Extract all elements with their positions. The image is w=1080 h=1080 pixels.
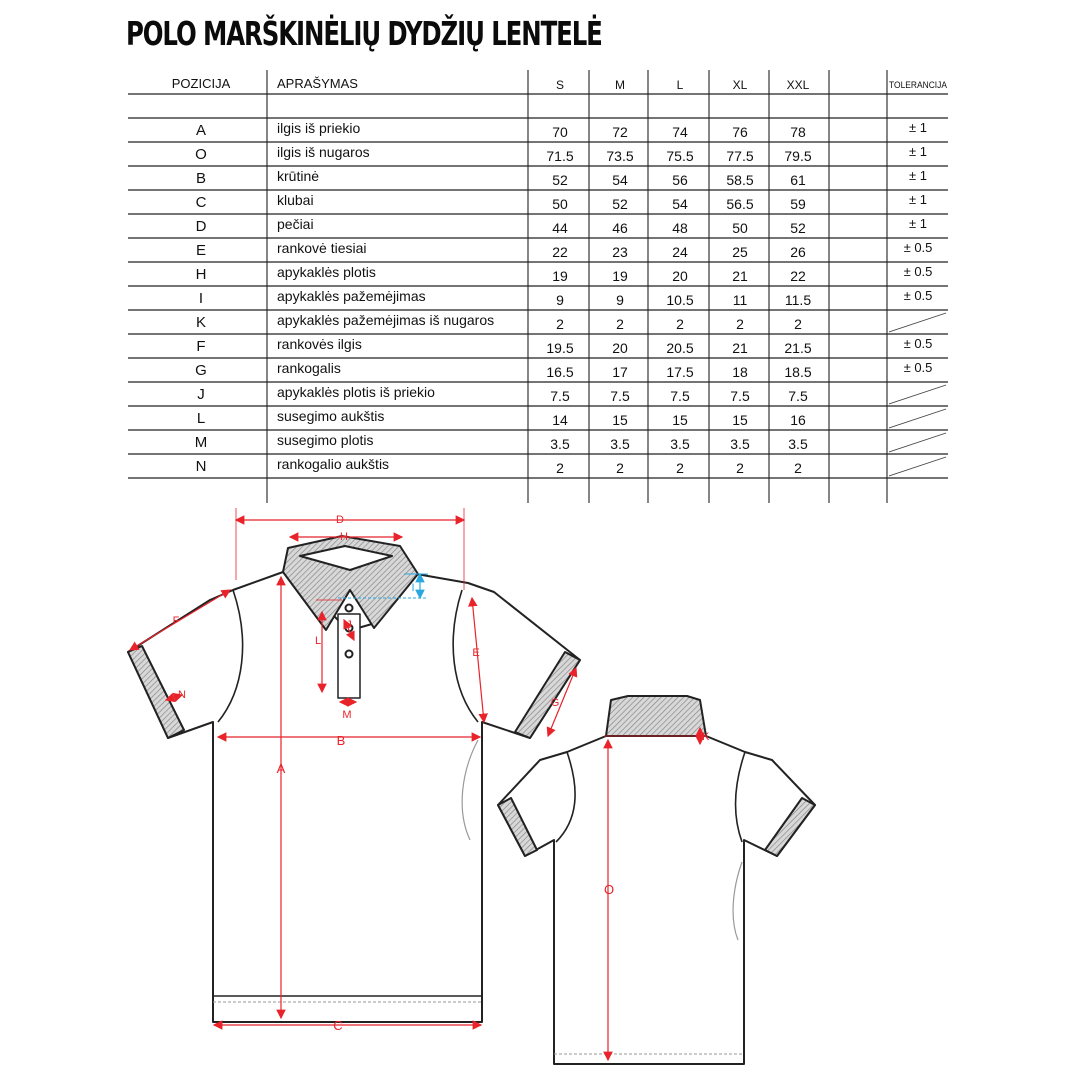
row-position: D — [195, 218, 207, 235]
row-description: krūtinė — [277, 168, 320, 184]
row-tolerance: ± 1 — [909, 192, 927, 207]
row-tolerance: ± 0.5 — [903, 288, 933, 303]
label-G: G — [550, 697, 560, 709]
row-value-s: 44 — [552, 220, 568, 236]
row-value-xxl: 18.5 — [784, 364, 812, 380]
row-description: rankovės ilgis — [277, 336, 362, 352]
row-value-s: 22 — [552, 244, 568, 260]
header-size-m: M — [615, 78, 625, 92]
row-description: pečiai — [277, 216, 314, 232]
row-value-xl: 3.5 — [730, 436, 750, 452]
row-value-xl: 50 — [732, 220, 748, 236]
row-value-xxl: 3.5 — [788, 436, 808, 452]
row-description: klubai — [277, 192, 314, 208]
row-value-m: 7.5 — [610, 388, 630, 404]
header-size-s: S — [555, 78, 565, 92]
row-value-m: 23 — [612, 244, 628, 260]
row-value-xl: 58.5 — [726, 172, 754, 188]
back-shirt — [498, 696, 815, 1064]
row-value-s: 19.5 — [546, 340, 574, 356]
row-value-xxl: 7.5 — [788, 388, 808, 404]
row-value-l: 24 — [672, 244, 688, 260]
row-value-xxl: 2 — [794, 460, 802, 476]
row-value-l: 54 — [672, 196, 688, 212]
row-value-xxl: 61 — [790, 172, 806, 188]
label-D: D — [336, 514, 344, 526]
row-value-xxl: 52 — [790, 220, 806, 236]
row-value-s: 9 — [556, 292, 564, 308]
row-value-m: 72 — [612, 124, 628, 140]
row-position: M — [194, 434, 208, 451]
row-value-xxl: 2 — [794, 316, 802, 332]
row-value-xl: 15 — [732, 412, 748, 428]
row-tolerance: ± 0.5 — [903, 360, 933, 375]
row-position: I — [198, 290, 204, 307]
row-value-s: 14 — [552, 412, 568, 428]
row-value-m: 54 — [612, 172, 628, 188]
row-value-xxl: 26 — [790, 244, 806, 260]
row-value-m: 17 — [612, 364, 628, 380]
row-description: apykaklės plotis iš priekio — [277, 384, 435, 400]
row-tolerance: ± 1 — [909, 168, 927, 183]
label-M: M — [342, 709, 352, 721]
row-value-m: 46 — [612, 220, 628, 236]
row-description: susegimo plotis — [277, 432, 374, 448]
header-size-xl: XL — [732, 78, 748, 92]
row-value-s: 50 — [552, 196, 568, 212]
row-value-s: 71.5 — [546, 148, 574, 164]
row-value-xl: 21 — [732, 340, 748, 356]
row-position: C — [195, 194, 207, 211]
row-value-s: 3.5 — [550, 436, 570, 452]
row-description: apykaklės pažemėjimas iš nugaros — [277, 312, 495, 328]
row-description: apykaklės pažemėjimas — [277, 288, 426, 304]
row-value-s: 2 — [556, 460, 564, 476]
row-value-l: 15 — [672, 412, 688, 428]
header-size-l: L — [676, 78, 684, 92]
row-position: G — [195, 362, 207, 379]
label-F: F — [172, 615, 180, 627]
row-position: H — [195, 266, 207, 283]
row-value-m: 2 — [616, 460, 624, 476]
label-C: C — [333, 1018, 343, 1033]
row-value-xxl: 59 — [790, 196, 806, 212]
label-B: B — [336, 733, 346, 748]
page-title: POLO MARŠKINĖLIŲ DYDŽIŲ LENTELĖ — [126, 14, 602, 53]
row-value-xl: 56.5 — [726, 196, 754, 212]
row-tolerance: ± 1 — [909, 120, 927, 135]
row-value-xxl: 16 — [790, 412, 806, 428]
row-value-xl: 18 — [732, 364, 748, 380]
row-value-m: 15 — [612, 412, 628, 428]
header-size-xxl: XXL — [786, 78, 810, 92]
row-value-l: 75.5 — [666, 148, 694, 164]
row-description: ilgis iš priekio — [277, 120, 361, 136]
row-value-xl: 76 — [732, 124, 748, 140]
row-value-s: 16.5 — [546, 364, 574, 380]
row-value-m: 73.5 — [606, 148, 634, 164]
row-value-xxl: 11.5 — [784, 292, 812, 308]
row-description: ilgis iš nugaros — [277, 144, 370, 160]
row-value-l: 2 — [676, 460, 684, 476]
row-value-xl: 11 — [732, 292, 748, 308]
row-value-s: 7.5 — [550, 388, 570, 404]
row-tolerance: ± 0.5 — [903, 240, 933, 255]
row-value-xxl: 78 — [790, 124, 806, 140]
front-button-3 — [346, 651, 353, 658]
row-value-xl: 2 — [736, 316, 744, 332]
row-value-xxl: 21.5 — [784, 340, 812, 356]
row-tolerance: ± 0.5 — [903, 264, 933, 279]
label-A: A — [276, 761, 286, 776]
back-body — [498, 736, 815, 1064]
row-value-l: 7.5 — [670, 388, 690, 404]
header-description: APRAŠYMAS — [277, 76, 358, 91]
row-value-xl: 25 — [732, 244, 748, 260]
row-value-m: 20 — [612, 340, 628, 356]
row-description: rankogalio aukštis — [277, 456, 390, 472]
header-position: POZICIJA — [171, 76, 231, 91]
front-shirt — [128, 536, 580, 1022]
label-E: E — [472, 647, 480, 659]
row-tolerance: ± 1 — [909, 144, 927, 159]
row-value-l: 48 — [672, 220, 688, 236]
front-button-1 — [346, 605, 353, 612]
row-value-m: 9 — [616, 292, 624, 308]
row-description: rankovė tiesiai — [277, 240, 367, 256]
row-value-l: 10.5 — [666, 292, 694, 308]
row-value-l: 2 — [676, 316, 684, 332]
row-value-s: 19 — [552, 268, 568, 284]
row-value-m: 52 — [612, 196, 628, 212]
row-position: O — [195, 146, 207, 163]
row-value-xl: 2 — [736, 460, 744, 476]
label-N: N — [178, 689, 186, 701]
label-H: H — [340, 531, 348, 543]
row-position: L — [196, 410, 206, 427]
header-tolerance: TOLERANCIJA — [889, 80, 947, 90]
row-value-xxl: 22 — [790, 268, 806, 284]
row-value-xl: 77.5 — [726, 148, 754, 164]
label-L: L — [314, 635, 322, 647]
row-value-l: 17.5 — [666, 364, 694, 380]
row-value-xl: 7.5 — [730, 388, 750, 404]
row-tolerance: ± 1 — [909, 216, 927, 231]
row-description: susegimo aukštis — [277, 408, 385, 424]
row-description: apykaklės plotis — [277, 264, 376, 280]
row-value-l: 74 — [672, 124, 688, 140]
label-K: K — [702, 731, 710, 743]
row-value-l: 3.5 — [670, 436, 690, 452]
row-value-xl: 21 — [732, 268, 748, 284]
label-I: I — [411, 582, 415, 594]
row-tolerance: ± 0.5 — [903, 336, 933, 351]
row-position: J — [197, 386, 205, 403]
row-position: K — [195, 314, 207, 331]
row-position: N — [195, 458, 207, 475]
row-position: E — [195, 242, 207, 259]
label-O: O — [603, 882, 615, 897]
row-position: A — [195, 122, 207, 139]
row-value-m: 19 — [612, 268, 628, 284]
row-value-l: 20.5 — [666, 340, 694, 356]
row-value-s: 2 — [556, 316, 564, 332]
row-value-m: 3.5 — [610, 436, 630, 452]
label-J: J — [346, 619, 352, 631]
row-value-l: 56 — [672, 172, 688, 188]
row-value-l: 20 — [672, 268, 688, 284]
row-value-xxl: 79.5 — [784, 148, 812, 164]
row-value-m: 2 — [616, 316, 624, 332]
row-position: B — [195, 170, 207, 187]
back-collar — [606, 696, 706, 736]
row-value-s: 52 — [552, 172, 568, 188]
row-description: rankogalis — [277, 360, 341, 376]
row-value-s: 70 — [552, 124, 568, 140]
row-position: F — [196, 338, 206, 355]
